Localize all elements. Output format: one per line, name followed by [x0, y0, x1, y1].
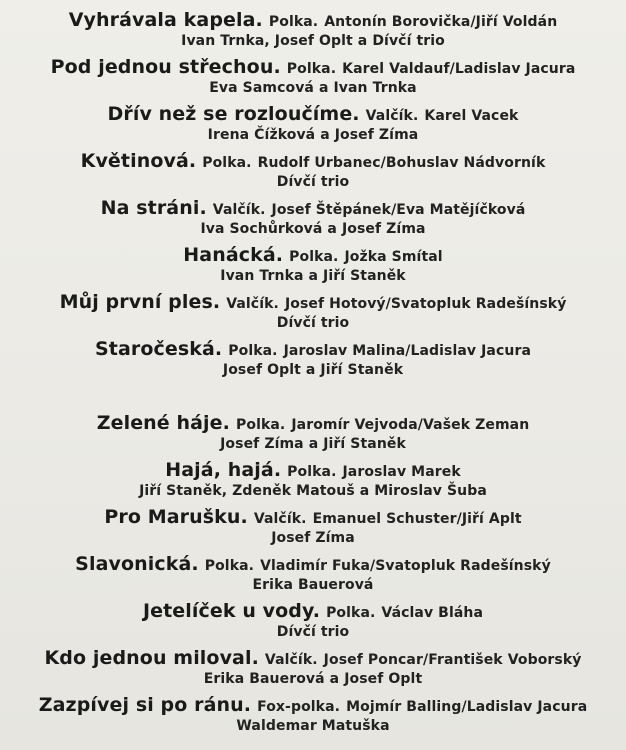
track-title: Kdo jednou miloval. [44, 647, 259, 669]
track-heading [0, 694, 626, 717]
track-genre: Valčík. [365, 108, 419, 124]
track-entry [0, 56, 626, 98]
side-a-track-list [0, 9, 626, 385]
track-entry [0, 103, 626, 145]
track-performers: Josef Zíma a Jiří Staněk [220, 436, 406, 452]
track-entry [0, 412, 626, 454]
track-performers: Irena Čížková a Josef Zíma [207, 127, 419, 143]
track-performers: Dívčí trio [276, 624, 350, 640]
track-entry [0, 600, 626, 642]
track-heading [0, 506, 626, 529]
track-genre: Polka. [287, 464, 337, 480]
track-entry [0, 459, 626, 501]
track-title: Můj první ples. [59, 291, 221, 313]
track-entry [0, 9, 626, 51]
track-performers: Iva Sochůrková a Josef Zíma [200, 221, 426, 237]
track-title: Dřív než se rozloučíme. [107, 103, 360, 125]
track-heading [0, 150, 626, 173]
track-title: Zelené háje. [96, 412, 230, 434]
track-genre: Polka. [286, 61, 337, 77]
track-genre: Polka. [326, 605, 376, 621]
track-heading [0, 197, 626, 220]
track-authors: Mojmír Balling/Ladislav Jacura [346, 699, 588, 715]
track-genre: Valčík. [226, 296, 279, 312]
track-authors: Josef Hotový/Svatopluk Radešínský [284, 296, 567, 312]
track-performers: Jiří Staněk, Zdeněk Matouš a Miroslav Šuba [139, 483, 487, 499]
track-heading [0, 338, 626, 361]
track-heading [0, 103, 626, 126]
track-genre: Polka. [289, 249, 339, 265]
track-title: Vyhrávala kapela. [68, 9, 263, 31]
track-genre: Polka. [228, 343, 278, 359]
track-genre: Valčík. [212, 202, 266, 218]
track-title: Hanácká. [183, 244, 284, 266]
track-performers: Dívčí trio [276, 315, 350, 331]
track-title: Na stráni. [100, 197, 207, 219]
track-entry [0, 694, 626, 736]
track-title: Slavonická. [75, 553, 199, 575]
side-b-track-list [0, 412, 626, 741]
track-performers: Eva Samcová a Ivan Trnka [209, 80, 417, 96]
track-genre: Polka. [268, 14, 319, 30]
track-entry [0, 506, 626, 548]
track-entry [0, 338, 626, 380]
track-authors: Emanuel Schuster/Jiří Aplt [312, 511, 522, 527]
track-entry [0, 150, 626, 192]
track-authors: Jaroslav Malina/Ladislav Jacura [283, 343, 531, 359]
track-authors: Antonín Borovička/Jiří Voldán [324, 14, 558, 30]
track-title: Staročeská. [94, 338, 223, 360]
track-authors: Karel Vacek [424, 108, 519, 124]
track-heading [0, 600, 626, 623]
track-heading [0, 412, 626, 435]
track-heading [0, 244, 626, 267]
track-authors: Josef Poncar/František Voborský [323, 652, 582, 668]
track-heading [0, 459, 626, 482]
track-authors: Jaroslav Marek [342, 464, 461, 480]
track-genre: Polka. [202, 155, 252, 171]
track-performers: Ivan Trnka, Josef Oplt a Dívčí trio [181, 33, 445, 49]
track-heading [0, 553, 626, 576]
track-title: Hajá, hajá. [165, 459, 282, 481]
track-performers: Josef Zíma [271, 530, 355, 546]
track-entry [0, 647, 626, 689]
track-title: Zazpívej si po ránu. [38, 694, 252, 716]
track-genre: Fox-polka. [257, 699, 341, 715]
track-authors: Václav Bláha [381, 605, 484, 621]
track-heading [0, 56, 626, 79]
track-performers: Erika Bauerová [252, 577, 374, 593]
track-authors: Karel Valdauf/Ladislav Jacura [342, 61, 576, 77]
track-entry [0, 553, 626, 595]
track-genre: Polka. [235, 417, 286, 433]
track-title: Pod jednou střechou. [50, 56, 281, 78]
track-title: Květinová. [80, 150, 197, 172]
track-genre: Valčík. [264, 652, 318, 668]
track-genre: Polka. [204, 558, 255, 574]
track-authors: Jaromír Vejvoda/Vašek Zeman [291, 417, 530, 433]
track-performers: Josef Oplt a Jiří Staněk [222, 362, 404, 378]
track-performers: Ivan Trnka a Jiří Staněk [220, 268, 406, 284]
track-authors: Vladimír Fuka/Svatopluk Radešínský [260, 558, 551, 574]
track-performers: Erika Bauerová a Josef Oplt [203, 671, 423, 687]
track-heading [0, 291, 626, 314]
track-heading [0, 9, 626, 32]
track-title: Jetelíček u vody. [142, 600, 321, 622]
track-entry [0, 244, 626, 286]
track-authors: Rudolf Urbanec/Bohuslav Nádvorník [257, 155, 546, 171]
track-genre: Valčík. [253, 511, 307, 527]
track-title: Pro Marušku. [104, 506, 248, 528]
track-performers: Waldemar Matuška [236, 718, 390, 734]
track-performers: Dívčí trio [276, 174, 350, 190]
track-heading [0, 647, 626, 670]
track-entry [0, 197, 626, 239]
track-authors: Jožka Smítal [344, 249, 443, 265]
track-authors: Josef Štěpánek/Eva Matějíčková [271, 202, 526, 218]
track-entry [0, 291, 626, 333]
